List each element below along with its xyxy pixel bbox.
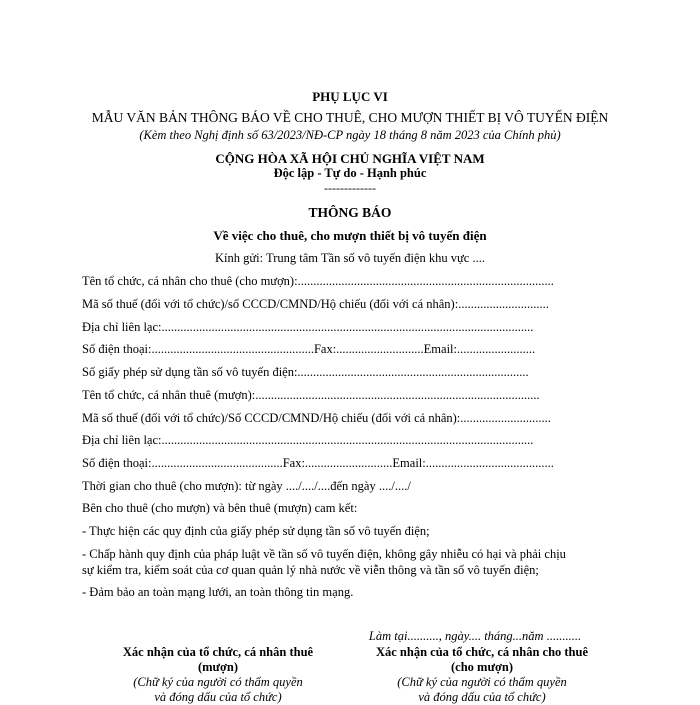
field-rental-period: Thời gian cho thuê (cho mượn): từ ngày ..../..../....đến ngày ..../..../	[82, 479, 411, 493]
decree-note: (Kèm theo Nghị định số 63/2023/NĐ-CP ngày 18 tháng 8 năm 2023 của Chính phủ)	[139, 128, 561, 142]
lessee-signature-note-2: và đóng dấu của tổ chức)	[154, 690, 282, 704]
lessor-signature-block	[332, 645, 632, 705]
lessee-signature-title-1: Xác nhận của tổ chức, cá nhân thuê	[122, 645, 314, 659]
commitment-intro: Bên cho thuê (cho mượn) và bên thuê (mượn) cam kết:	[82, 501, 358, 515]
national-motto: Độc lập - Tự do - Hạnh phúc	[273, 166, 427, 180]
lessor-signature-title-2: (cho mượn)	[451, 660, 513, 674]
lessor-signature-note-2: và đóng dấu của tổ chức)	[418, 690, 546, 704]
field-lessor-tax-id: Mã số thuế (đối với tổ chức)/số CCCD/CMND/Hộ chiếu (đối với cá nhân):.............................	[82, 297, 549, 311]
lessee-signature-note-1: (Chữ ký của người có thẩm quyền	[133, 675, 303, 689]
header-separator: -------------	[324, 181, 376, 195]
field-lessee-address: Địa chỉ liên lạc:.......................................................................................................................	[82, 433, 534, 447]
commitment-item-2-line-2: sự kiểm tra, kiểm soát của cơ quan quản lý nhà nước về viễn thông và tần số vô tuyến điện;	[82, 563, 539, 577]
lessor-signature-note-1: (Chữ ký của người có thẩm quyền	[397, 675, 567, 689]
document-title: THÔNG BÁO	[308, 205, 392, 220]
commitment-item-3: - Đảm bảo an toàn mạng lưới, an toàn thông tin mạng.	[82, 585, 354, 599]
lessee-signature-title-2: (mượn)	[197, 660, 239, 674]
recipient-line: Kính gửi: Trung tâm Tần số vô tuyến điện khu vực ....	[215, 251, 485, 265]
commitment-item-2-line-1: - Chấp hành quy định của pháp luật về tần số vô tuyến điện, không gây nhiễu có hại và phải chịu	[82, 547, 566, 561]
lessor-signature-title-1: Xác nhận của tổ chức, cá nhân cho thuê	[375, 645, 589, 659]
nation-name: CỘNG HÒA XÃ HỘI CHỦ NGHĨA VIỆT NAM	[215, 151, 485, 166]
lessee-signature-block	[68, 645, 368, 705]
field-lessor-contact: Số điện thoại:....................................................Fax:............................Email:.........................	[82, 342, 536, 356]
document-subject: Về việc cho thuê, cho mượn thiết bị vô tuyến điện	[213, 228, 487, 243]
commitment-item-1: - Thực hiện các quy định của giấy phép sử dụng tần số vô tuyến điện;	[82, 524, 430, 538]
field-license-number: Số giấy phép sử dụng tần số vô tuyến điện:..........................................................................	[82, 365, 529, 379]
field-lessor-name: Tên tổ chức, cá nhân cho thuê (cho mượn):..................................................................................	[82, 274, 554, 288]
field-lessee-tax-id: Mã số thuế (đối với tổ chức)/Số CCCD/CMND/Hộ chiếu (đối với cá nhân):.............................	[82, 411, 551, 425]
field-lessor-address: Địa chỉ liên lạc:.......................................................................................................................	[82, 320, 534, 334]
form-title: MẪU VĂN BẢN THÔNG BÁO VỀ CHO THUÊ, CHO MƯỢN THIẾT BỊ VÔ TUYẾN ĐIỆN	[91, 110, 609, 125]
field-lessee-name: Tên tổ chức, cá nhân thuê (mượn):...........................................................................................	[82, 388, 540, 402]
place-date-line: Làm tại.........., ngày.... tháng...năm ...........	[368, 629, 582, 643]
field-lessee-contact: Số điện thoại:..........................................Fax:............................Email:.........................................	[82, 456, 554, 470]
appendix-heading: PHỤ LỤC VI	[312, 89, 388, 104]
